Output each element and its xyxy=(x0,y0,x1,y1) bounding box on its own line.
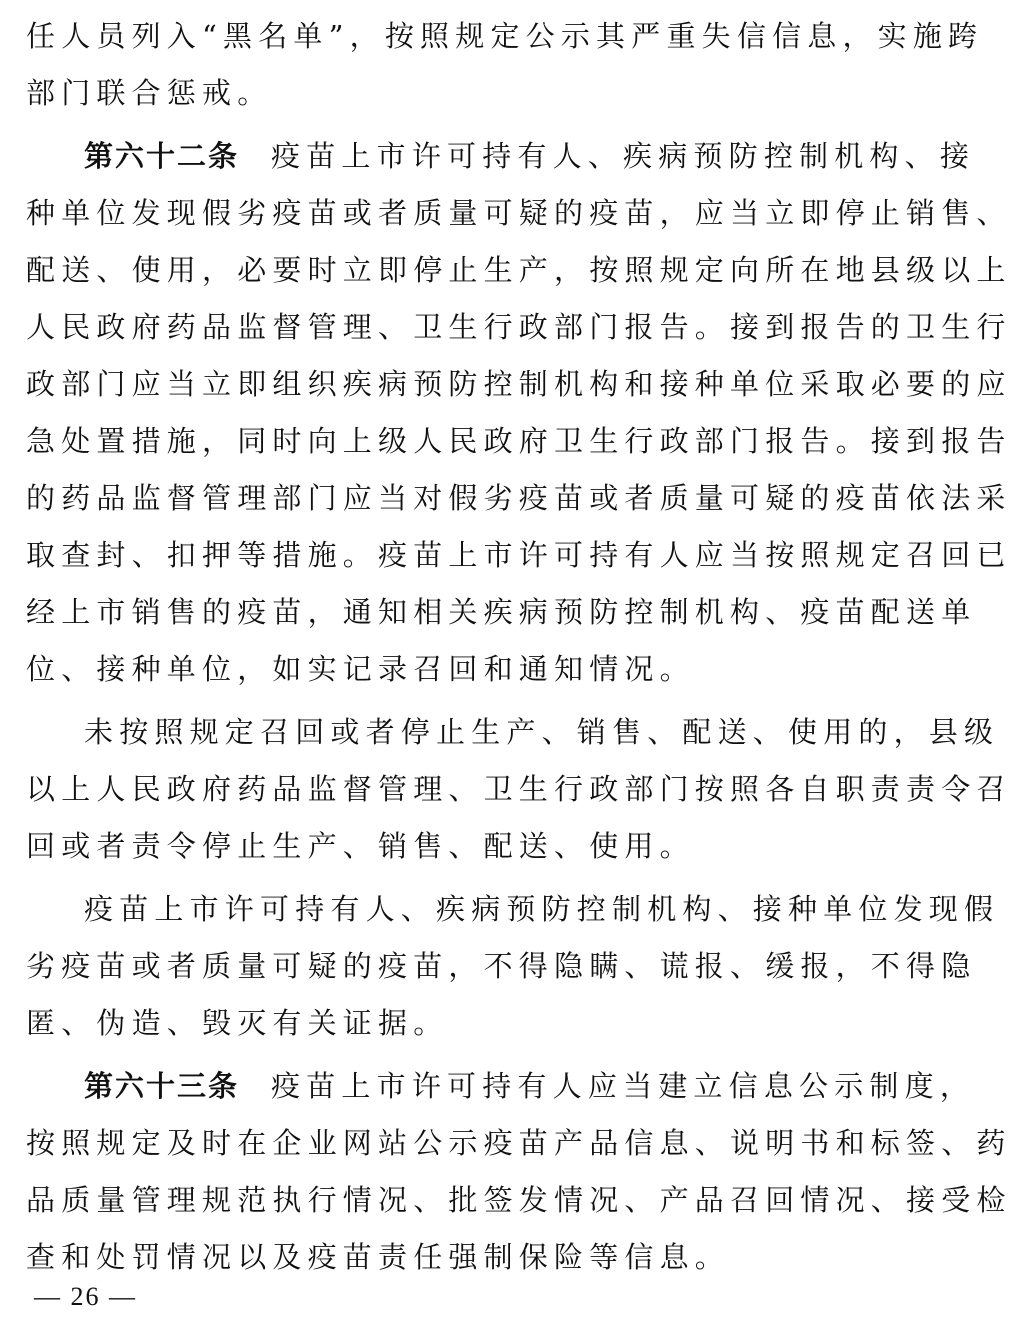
article-62-first-line xyxy=(26,128,976,185)
text-line: 以上人民政府药品监督管理、卫生行政部门按照各自职责责令召 xyxy=(26,772,1012,806)
text-line: 匿、伪造、毁灭有关证据。 xyxy=(26,1006,449,1040)
text-line: 位、接种单位，如实记录召回和通知情况。 xyxy=(26,652,695,686)
text-line: 配送、使用，必要时立即停止生产，按照规定向所在地县级以上 xyxy=(26,253,1012,287)
text-line: 的药品监督管理部门应当对假劣疫苗或者质量可疑的疫苗依法采 xyxy=(26,481,1012,515)
article-number: 第六十三条 xyxy=(84,1069,240,1103)
text-line: 任人员列入“黑名单”，按照规定公示其严重失信信息，实施跨 xyxy=(26,19,984,53)
text-line: 急处置措施，同时向上级人民政府卫生行政部门报告。接到报告 xyxy=(26,424,1012,458)
text-line: 疫苗上市许可持有人应当建立信息公示制度， xyxy=(271,1069,976,1103)
text-line: 政部门应当立即组织疾病预防控制机构和接种单位采取必要的应 xyxy=(26,367,1012,401)
text-line: 种单位发现假劣疫苗或者质量可疑的疫苗，应当立即停止销售、 xyxy=(26,196,1012,230)
text-line: 取查封、扣押等措施。疫苗上市许可持有人应当按照规定召回已 xyxy=(26,538,1012,572)
article-number: 第六十二条 xyxy=(84,139,240,173)
text-line: 品质量管理规范执行情况、批签发情况、产品召回情况、接受检 xyxy=(26,1183,1012,1217)
text-line: 劣疫苗或者质量可疑的疫苗，不得隐瞒、谎报、缓报，不得隐 xyxy=(26,949,977,983)
text-line: 按照规定及时在企业网站公示疫苗产品信息、说明书和标签、药 xyxy=(26,1126,1012,1160)
text-line: 查和处罚情况以及疫苗责任强制保险等信息。 xyxy=(26,1240,731,1274)
page-number: — 26 — xyxy=(34,1282,137,1311)
text-line: 回或者责令停止生产、销售、配送、使用。 xyxy=(26,829,695,863)
document-page xyxy=(26,0,1012,1286)
text-line: 未按照规定召回或者停止生产、销售、配送、使用的，县级 xyxy=(84,715,1000,749)
text-line: 人民政府药品监督管理、卫生行政部门报告。接到报告的卫生行 xyxy=(26,310,1012,344)
text-line: 经上市销售的疫苗，通知相关疾病预防控制机构、疫苗配送单 xyxy=(26,595,977,629)
text-line: 疫苗上市许可持有人、疾病预防控制机构、接种单位发现假 xyxy=(84,892,1000,926)
text-line: 疫苗上市许可持有人、疾病预防控制机构、接 xyxy=(271,139,976,173)
text-line: 部门联合惩戒。 xyxy=(26,76,273,110)
article-63-first-line xyxy=(26,1058,976,1115)
